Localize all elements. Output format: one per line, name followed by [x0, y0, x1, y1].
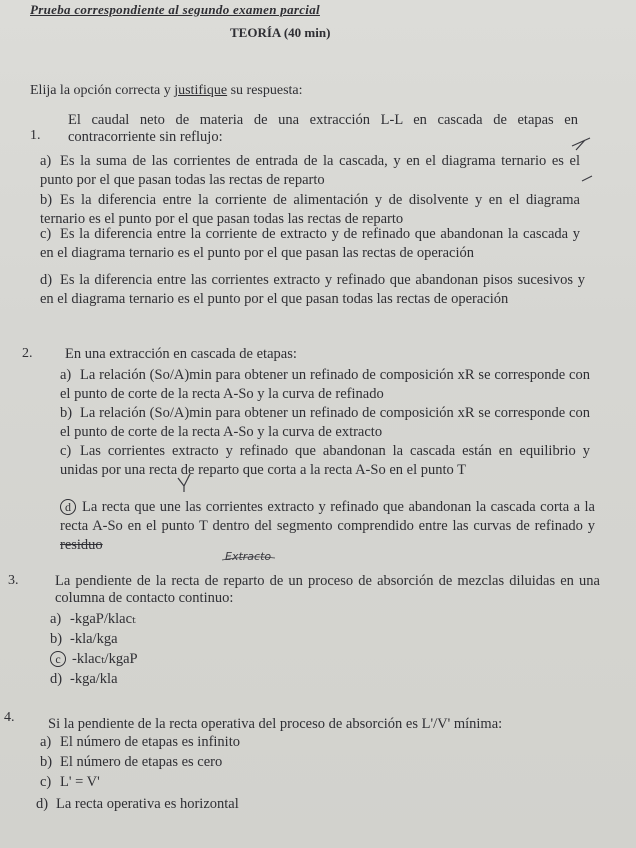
option-letter: b) [50, 631, 63, 647]
option-text: Las corrientes extracto y refinado que abandonan la cascada están en equilibrio y unidas por una recta de reparto que corta a la recta A-So en el punto T [60, 443, 590, 478]
instruction-suffix: su respuesta: [227, 83, 303, 98]
option-text: -klacₜ/kgaP [72, 651, 138, 667]
question-number: 3. [8, 573, 19, 588]
option-letter: b) [40, 192, 53, 208]
selected-answer-circle: c [50, 651, 66, 667]
option-4c[interactable] [40, 773, 100, 792]
option-3a[interactable] [50, 610, 136, 629]
option-1d[interactable] [40, 271, 585, 309]
question-number: 2. [22, 346, 33, 361]
option-text: La recta que une las corrientes extracto y refinado que abandonan la cascada corta a la recta A-So en el punto T dentro del segmento comprendido entre las curvas de refinado y [60, 499, 595, 534]
option-text: El número de etapas es cero [60, 754, 223, 770]
option-text: L' = V' [60, 774, 100, 790]
question-text: La pendiente de la recta de reparto de un proceso de absorción de mezclas diluidas en una columna de contacto continuo: [55, 573, 600, 606]
question-number: 4. [4, 710, 15, 725]
option-text: La relación (So/A)min para obtener un refinado de composición xR se corresponde con el punto de corte de la recta A-So y la curva de extracto [60, 405, 590, 440]
option-letter: d) [40, 272, 53, 288]
exam-title: Prueba correspondiente al segundo examen parcial [30, 2, 320, 17]
option-letter: c) [40, 774, 52, 790]
option-letter: b) [60, 405, 73, 421]
option-2c[interactable] [60, 442, 590, 480]
option-text: -kla/kga [70, 631, 118, 647]
pen-mark-1b [582, 176, 592, 181]
option-text: La recta operativa es horizontal [56, 796, 239, 812]
handwritten-correction: Extracto [225, 550, 272, 563]
option-letter: a) [40, 153, 52, 169]
option-4a[interactable] [40, 733, 240, 752]
option-text: Es la diferencia entre las corrientes extracto y refinado que abandonan pisos sucesivos y en el diagrama ternario es el punto por el que pasan todas las rectas de operación [40, 272, 585, 307]
instruction-prefix: Elija la opción correcta y [30, 83, 175, 98]
question-text: El caudal neto de materia de una extracción L-L en cascada de etapas en contracorriente sin reflujo: [68, 112, 578, 145]
option-letter: a) [60, 367, 72, 383]
option-text: Es la diferencia entre la corriente de extracto y de refinado que abandonan la cascada y en el diagrama ternario es el punto por el que pasan las rectas de operación [40, 226, 580, 261]
option-letter: d) [36, 796, 49, 812]
option-2b[interactable] [60, 404, 590, 442]
option-1c[interactable] [40, 225, 580, 263]
option-3d[interactable] [50, 670, 118, 689]
option-text: -kga/kla [70, 671, 118, 687]
option-letter: a) [40, 734, 52, 750]
option-text: El número de etapas es infinito [60, 734, 240, 750]
option-letter: b) [40, 754, 53, 770]
selected-answer-circle: d [60, 499, 76, 515]
option-2d[interactable] [60, 498, 595, 555]
option-4b[interactable] [40, 753, 222, 772]
question-text: Si la pendiente de la recta operativa del proceso de absorción es L'/V' mínima: [48, 716, 503, 732]
option-text: Es la suma de las corrientes de entrada de la cascada, y en el diagrama ternario es el punto por el que pasan todas las rectas de reparto [40, 153, 580, 188]
option-letter: a) [50, 611, 62, 627]
option-3c[interactable] [50, 650, 138, 669]
option-3b[interactable] [50, 630, 118, 649]
question-number: 1. [30, 128, 41, 143]
section-title: TEORÍA (40 min) [230, 25, 331, 40]
option-letter: c) [40, 226, 52, 242]
option-1a[interactable] [40, 152, 580, 190]
option-4d[interactable] [36, 795, 239, 814]
option-text: -kgaP/klacₜ [70, 611, 136, 627]
instructions [30, 83, 303, 99]
option-1b[interactable] [40, 191, 580, 229]
option-letter: d) [50, 671, 63, 687]
option-text: La relación (So/A)min para obtener un refinado de composición xR se corresponde con el punto de corte de la recta A-So y la curva de refinado [60, 367, 590, 402]
question-text: En una extracción en cascada de etapas: [65, 346, 297, 362]
option-text: Es la diferencia entre la corriente de alimentación y de disolvente y en el diagrama ternario es el punto por el que pasan todas las rectas de reparto [40, 192, 580, 227]
option-letter: c) [60, 443, 72, 459]
struck-word: residuo [60, 537, 103, 553]
instruction-underlined: justifique [174, 83, 228, 98]
option-2a[interactable] [60, 366, 590, 404]
